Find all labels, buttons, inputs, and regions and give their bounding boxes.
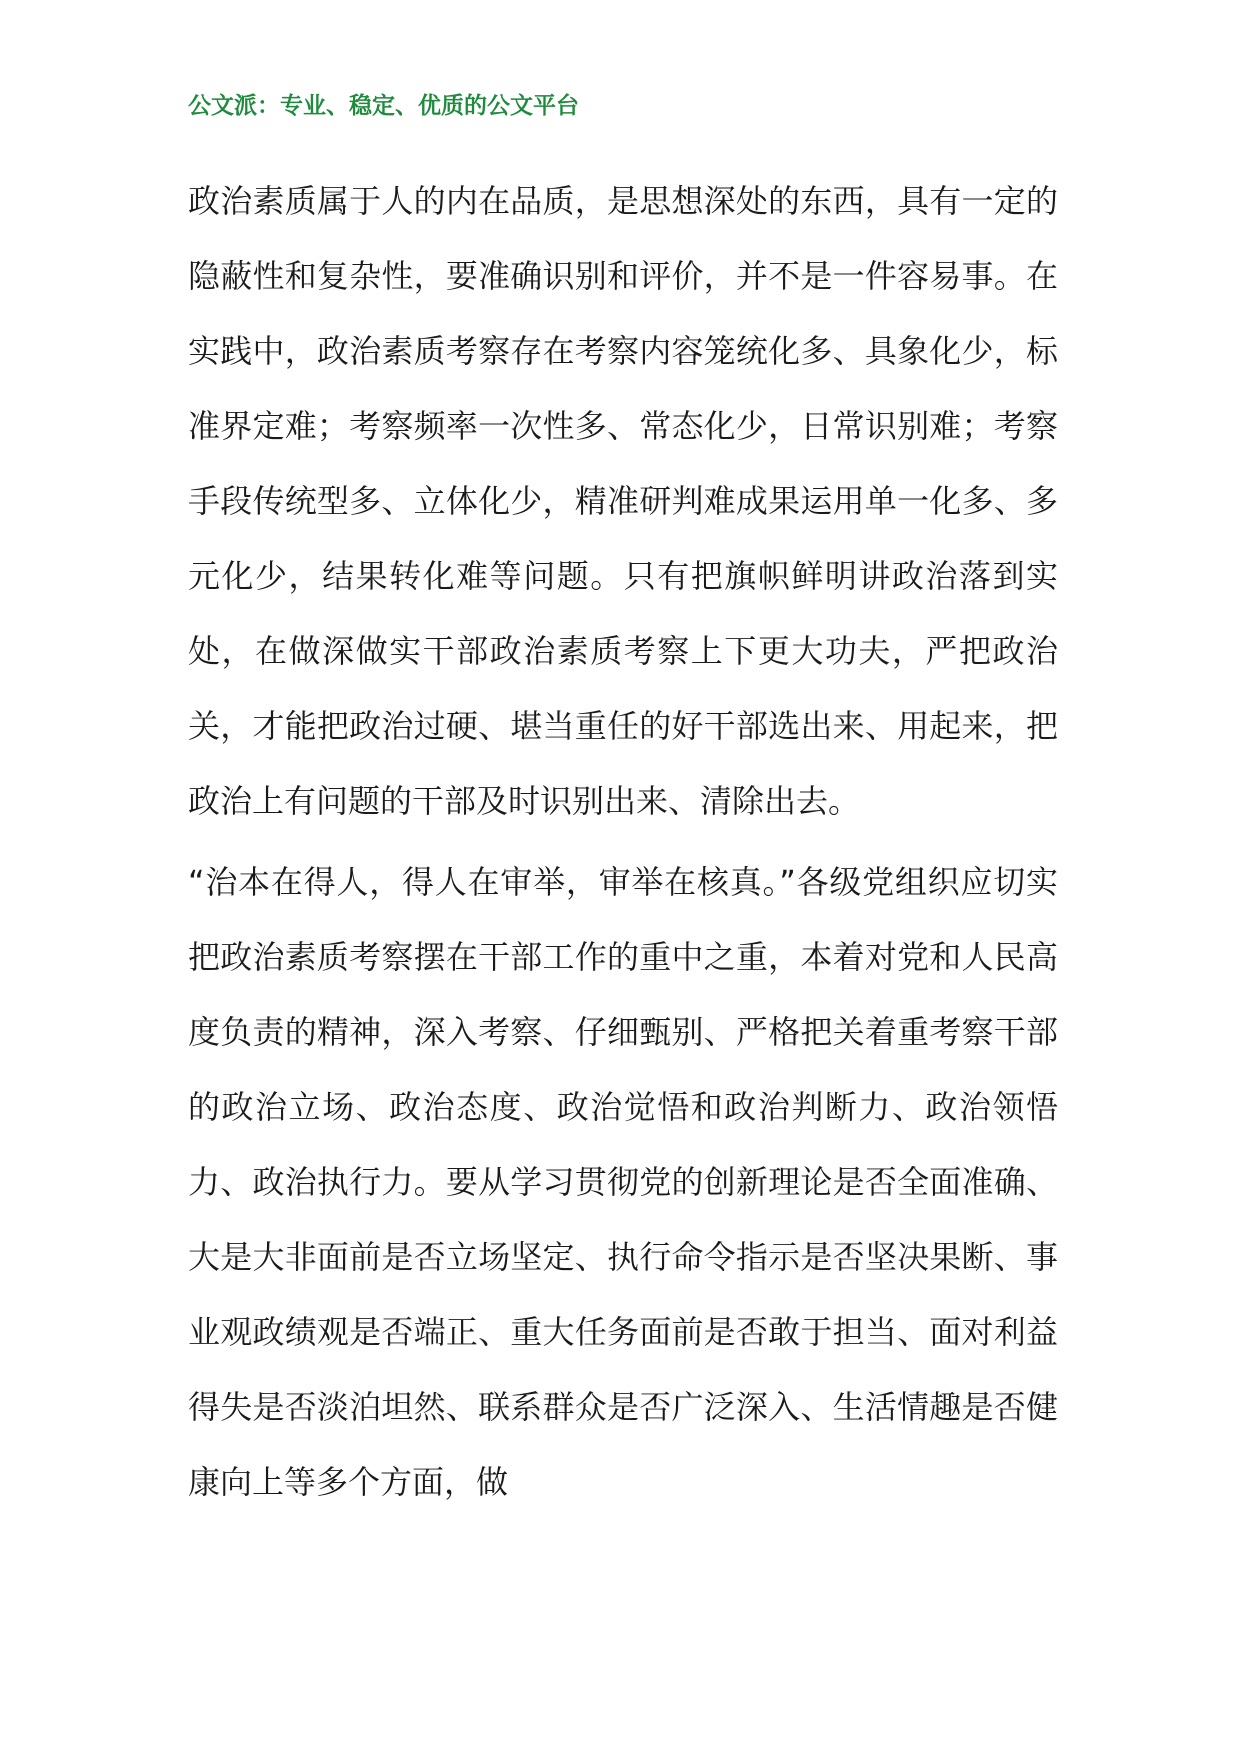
paragraph-1: 政治素质属于人的内在品质，是思想深处的东西，具有一定的隐蔽性和复杂性，要准确识别和评价，并不是一件容易事。在实践中，政治素质考察存在考察内容笼统化多、具象化少，标准界定难；考察频率一次性多、常态化少，日常识别难；考察手段传统型多、立体化少，精准研判难成果运用单一化多、多元化少，结果转化难等问题。只有把旗帜鲜明讲政治落到实处，在做深做实干部政治素质考察上下更大功夫，严把政治关，才能把政治过硬、堪当重任的好干部选出来、用起来，把政治上有问题的干部及时识别出来、清除出去。 [188,182,1058,820]
document-body [188,164,1058,1520]
site-header-title: 公文派：专业、稳定、优质的公文平台 [188,92,579,119]
paragraph-2: “治本在得人，得人在审举，审举在核真。”各级党组织应切实把政治素质考察摆在干部工作的重中之重，本着对党和人民高度负责的精神，深入考察、仔细甄别、严格把关着重考察干部的政治立场、政治态度、政治觉悟和政治判断力、政治领悟力、政治执行力。要从学习贯彻党的创新理论是否全面准确、大是大非面前是否立场坚定、执行命令指示是否坚决果断、事业观政绩观是否端正、重大任务面前是否敢于担当、面对利益得失是否淡泊坦然、联系群众是否广泛深入、生活情趣是否健康向上等多个方面，做 [188,863,1058,1501]
